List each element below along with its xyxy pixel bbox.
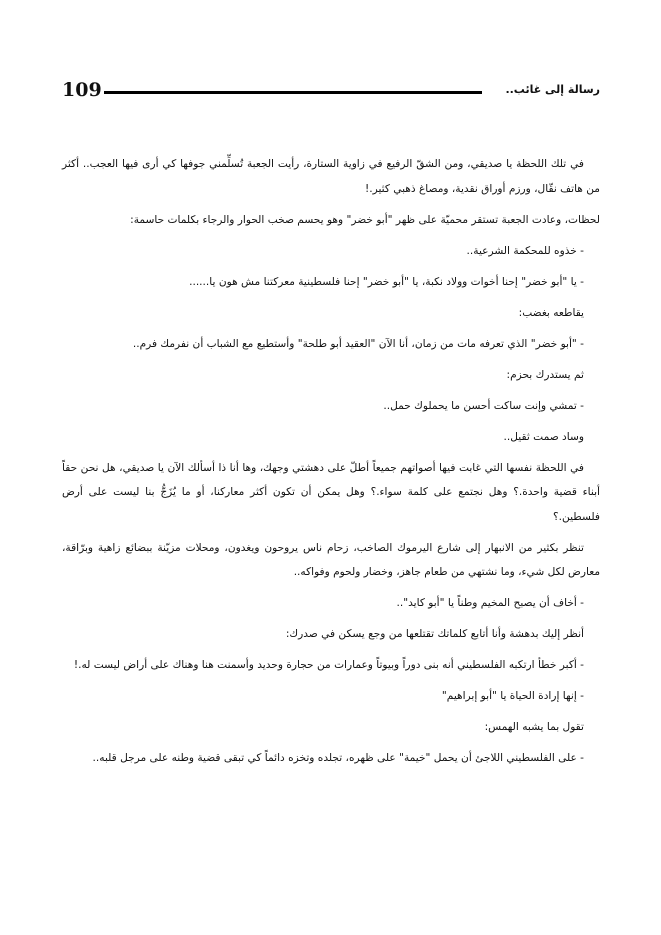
- header-rule: [104, 91, 482, 94]
- paragraph: - خذوه للمحكمة الشرعية..: [466, 244, 584, 257]
- page-header: [62, 78, 600, 102]
- paragraph: أنظر إليك بدهشة وأنا أتابع كلماتك تقتلعها من وجع يسكن في صدرك:: [285, 628, 584, 640]
- paragraph: يقاطعه بغضب:: [518, 306, 584, 319]
- paragraph: في تلك اللحظة يا صديقي، ومن الشقّ الرفيع في زاوية الستارة، رأيت الجعبة تُسلِّمني جوفها كي أرى فيها العجب.. أكثر من هاتف نقّال، ورزم أوراق نقدية، ومصاغ ذهبي كثير.!: [62, 158, 600, 195]
- paragraph: - "أبو خضر" الذي تعرفه مات من زمان، أنا الآن "العقيد أبو طلحة" وأستطيع مع الشباب أن نفرمك فرم..: [132, 337, 584, 350]
- paragraph: - إنها إرادة الحياة يا "أبو إبراهيم": [441, 690, 584, 702]
- body-text: [62, 152, 600, 777]
- paragraph: - على الفلسطيني اللاجئ أن يحمل "خيمة" على ظهره، تجلده وتخزه دائماً كي تبقى قضية وطنه على مرجل قلبه..: [92, 752, 584, 764]
- paragraph: تقول بما يشبه الهمس:: [484, 721, 584, 733]
- paragraph: - يا "أبو خضر" إحنا أخوات وولاد نكبة، يا "أبو خضر" إحنا فلسطينية معركتنا مش هون يا......: [189, 275, 584, 288]
- paragraph: لحظات، وعادت الجعبة تستقر محميّة على ظهر "أبو خضر" وهو يحسم صخب الحوار والرجاء بكلمات حاسمة:: [130, 213, 600, 226]
- running-title: رسالة إلى غائب..: [505, 83, 600, 96]
- paragraph: - تمشي وإنت ساكت أحسن ما يحملوك حمل..: [383, 399, 584, 412]
- paragraph: ثم يستدرك بحزم:: [506, 368, 584, 381]
- paragraph: تنظر بكثير من الانبهار إلى شارع اليرموك الصاخب، زحام ناس يروحون ويغدون، ومحلات مزيّنة ببضائع زاهية وبرّاقة، معارض لكل شيء، وما نشتهي من طعام جاهز، وخضار ولحوم وفواكه..: [62, 541, 600, 578]
- paragraph: - أكبر خطأ ارتكبه الفلسطيني أنه بنى دوراً وبيوتاً وعمارات من حجارة وحديد وأسمنت هنا وهناك على أراض ليست له.!: [73, 659, 584, 671]
- paragraph: - أخاف أن يصبح المخيم وطناً يا "أبو كايد"..: [396, 597, 584, 609]
- paragraph: في اللحظة نفسها التي غابت فيها أصواتهم جميعاً أطلّ على دهشتي وجهك، وها أنا ذا أسألك الآن يا صديقي، هل نحن حقاً أبناء قضية واحدة.؟ وهل نجتمع على كلمة سواء.؟ وهل يمكن أن تكون أكثر معاركنا، أو ما يُزَجُّ بنا ليست على أرض فلسطين.؟: [62, 461, 600, 523]
- page-number: 109: [62, 79, 102, 101]
- paragraph: وساد صمت ثقيل..: [503, 430, 584, 443]
